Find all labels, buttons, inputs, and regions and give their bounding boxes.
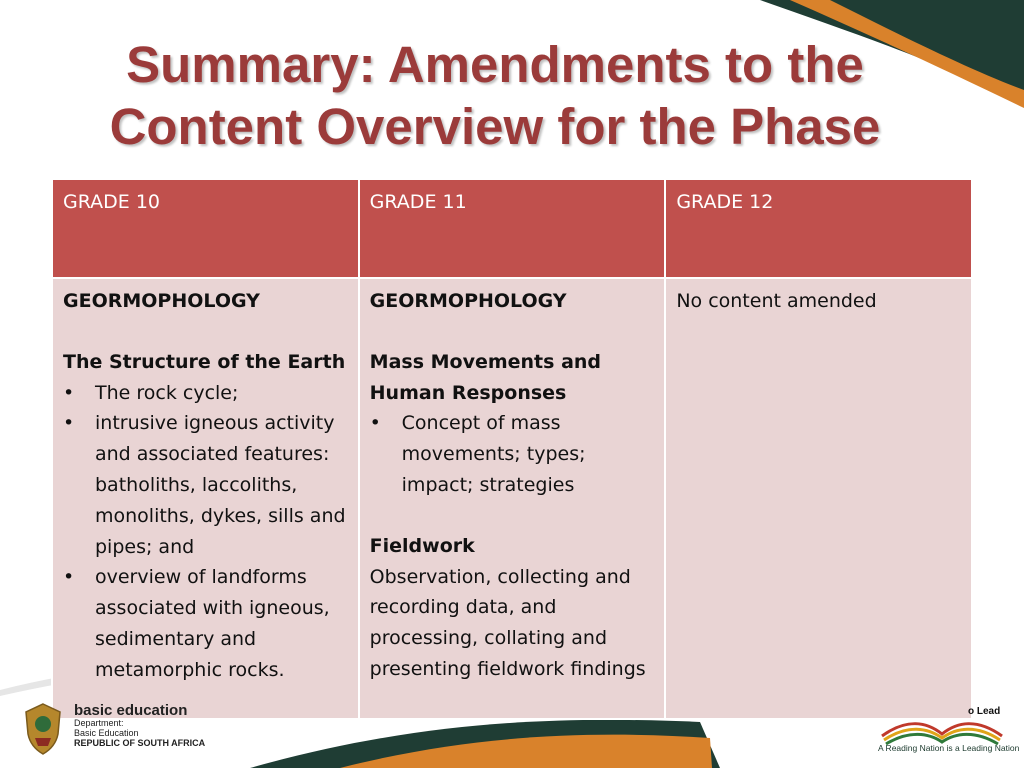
- logo-department: Department:: [74, 718, 124, 728]
- list-item: • overview of landforms associated with igneous, sedimentary and metamorphic rocks.: [95, 562, 348, 685]
- logo-name: basic education: [74, 702, 188, 719]
- spacer: [370, 317, 655, 347]
- list-item: • intrusive igneous activity and associated features: batholiths, laccoliths, monoliths, dykes, sills and pipes; and: [95, 408, 348, 562]
- grade-11-cell: [359, 278, 666, 719]
- spacer: [370, 501, 655, 531]
- table-row: [52, 278, 972, 719]
- grade-10-bullets: [63, 378, 348, 686]
- table-header-row: [52, 179, 972, 278]
- fieldwork-text: Observation, collecting and recording data, and processing, collating and presenting fieldwork findings: [369, 565, 646, 680]
- list-item: • Concept of mass movements; types; impact; strategies: [402, 408, 655, 500]
- grade-10-cell: [52, 278, 359, 719]
- header-grade-10: GRADE 10: [52, 179, 359, 278]
- header-grade-11: GRADE 11: [359, 179, 666, 278]
- logo-dept-name: Basic Education: [74, 728, 139, 738]
- logo-country: REPUBLIC OF SOUTH AFRICA: [74, 738, 206, 748]
- amendments-table: [51, 178, 973, 720]
- grade-10-subheading: The Structure of the Earth: [63, 350, 346, 373]
- grade-11-bullets: [370, 408, 655, 500]
- basic-education-logo: [74, 703, 205, 748]
- list-item: • The rock cycle;: [95, 378, 348, 409]
- spacer: [63, 317, 348, 347]
- reading-nation-tagline: A Reading Nation is a Leading Nation: [878, 743, 1020, 753]
- grade-12-cell: [665, 278, 972, 719]
- grade-11-heading: GEORMOPHOLOGY: [369, 290, 567, 312]
- slogan-partial-text: o Lead: [968, 706, 1001, 717]
- slide-title: [30, 34, 960, 158]
- coat-of-arms-icon: [20, 700, 66, 756]
- title-line-2: Content Overview for the Phase: [109, 98, 881, 155]
- grade-12-text: No content amended: [676, 290, 877, 312]
- header-grade-12: GRADE 12: [665, 179, 972, 278]
- title-line-1: Summary: Amendments to the: [126, 36, 864, 93]
- fieldwork-heading: Fieldwork: [369, 534, 475, 557]
- grade-11-subheading: Mass Movements and Human Responses: [369, 350, 602, 404]
- grade-10-heading: GEORMOPHOLOGY: [63, 290, 260, 312]
